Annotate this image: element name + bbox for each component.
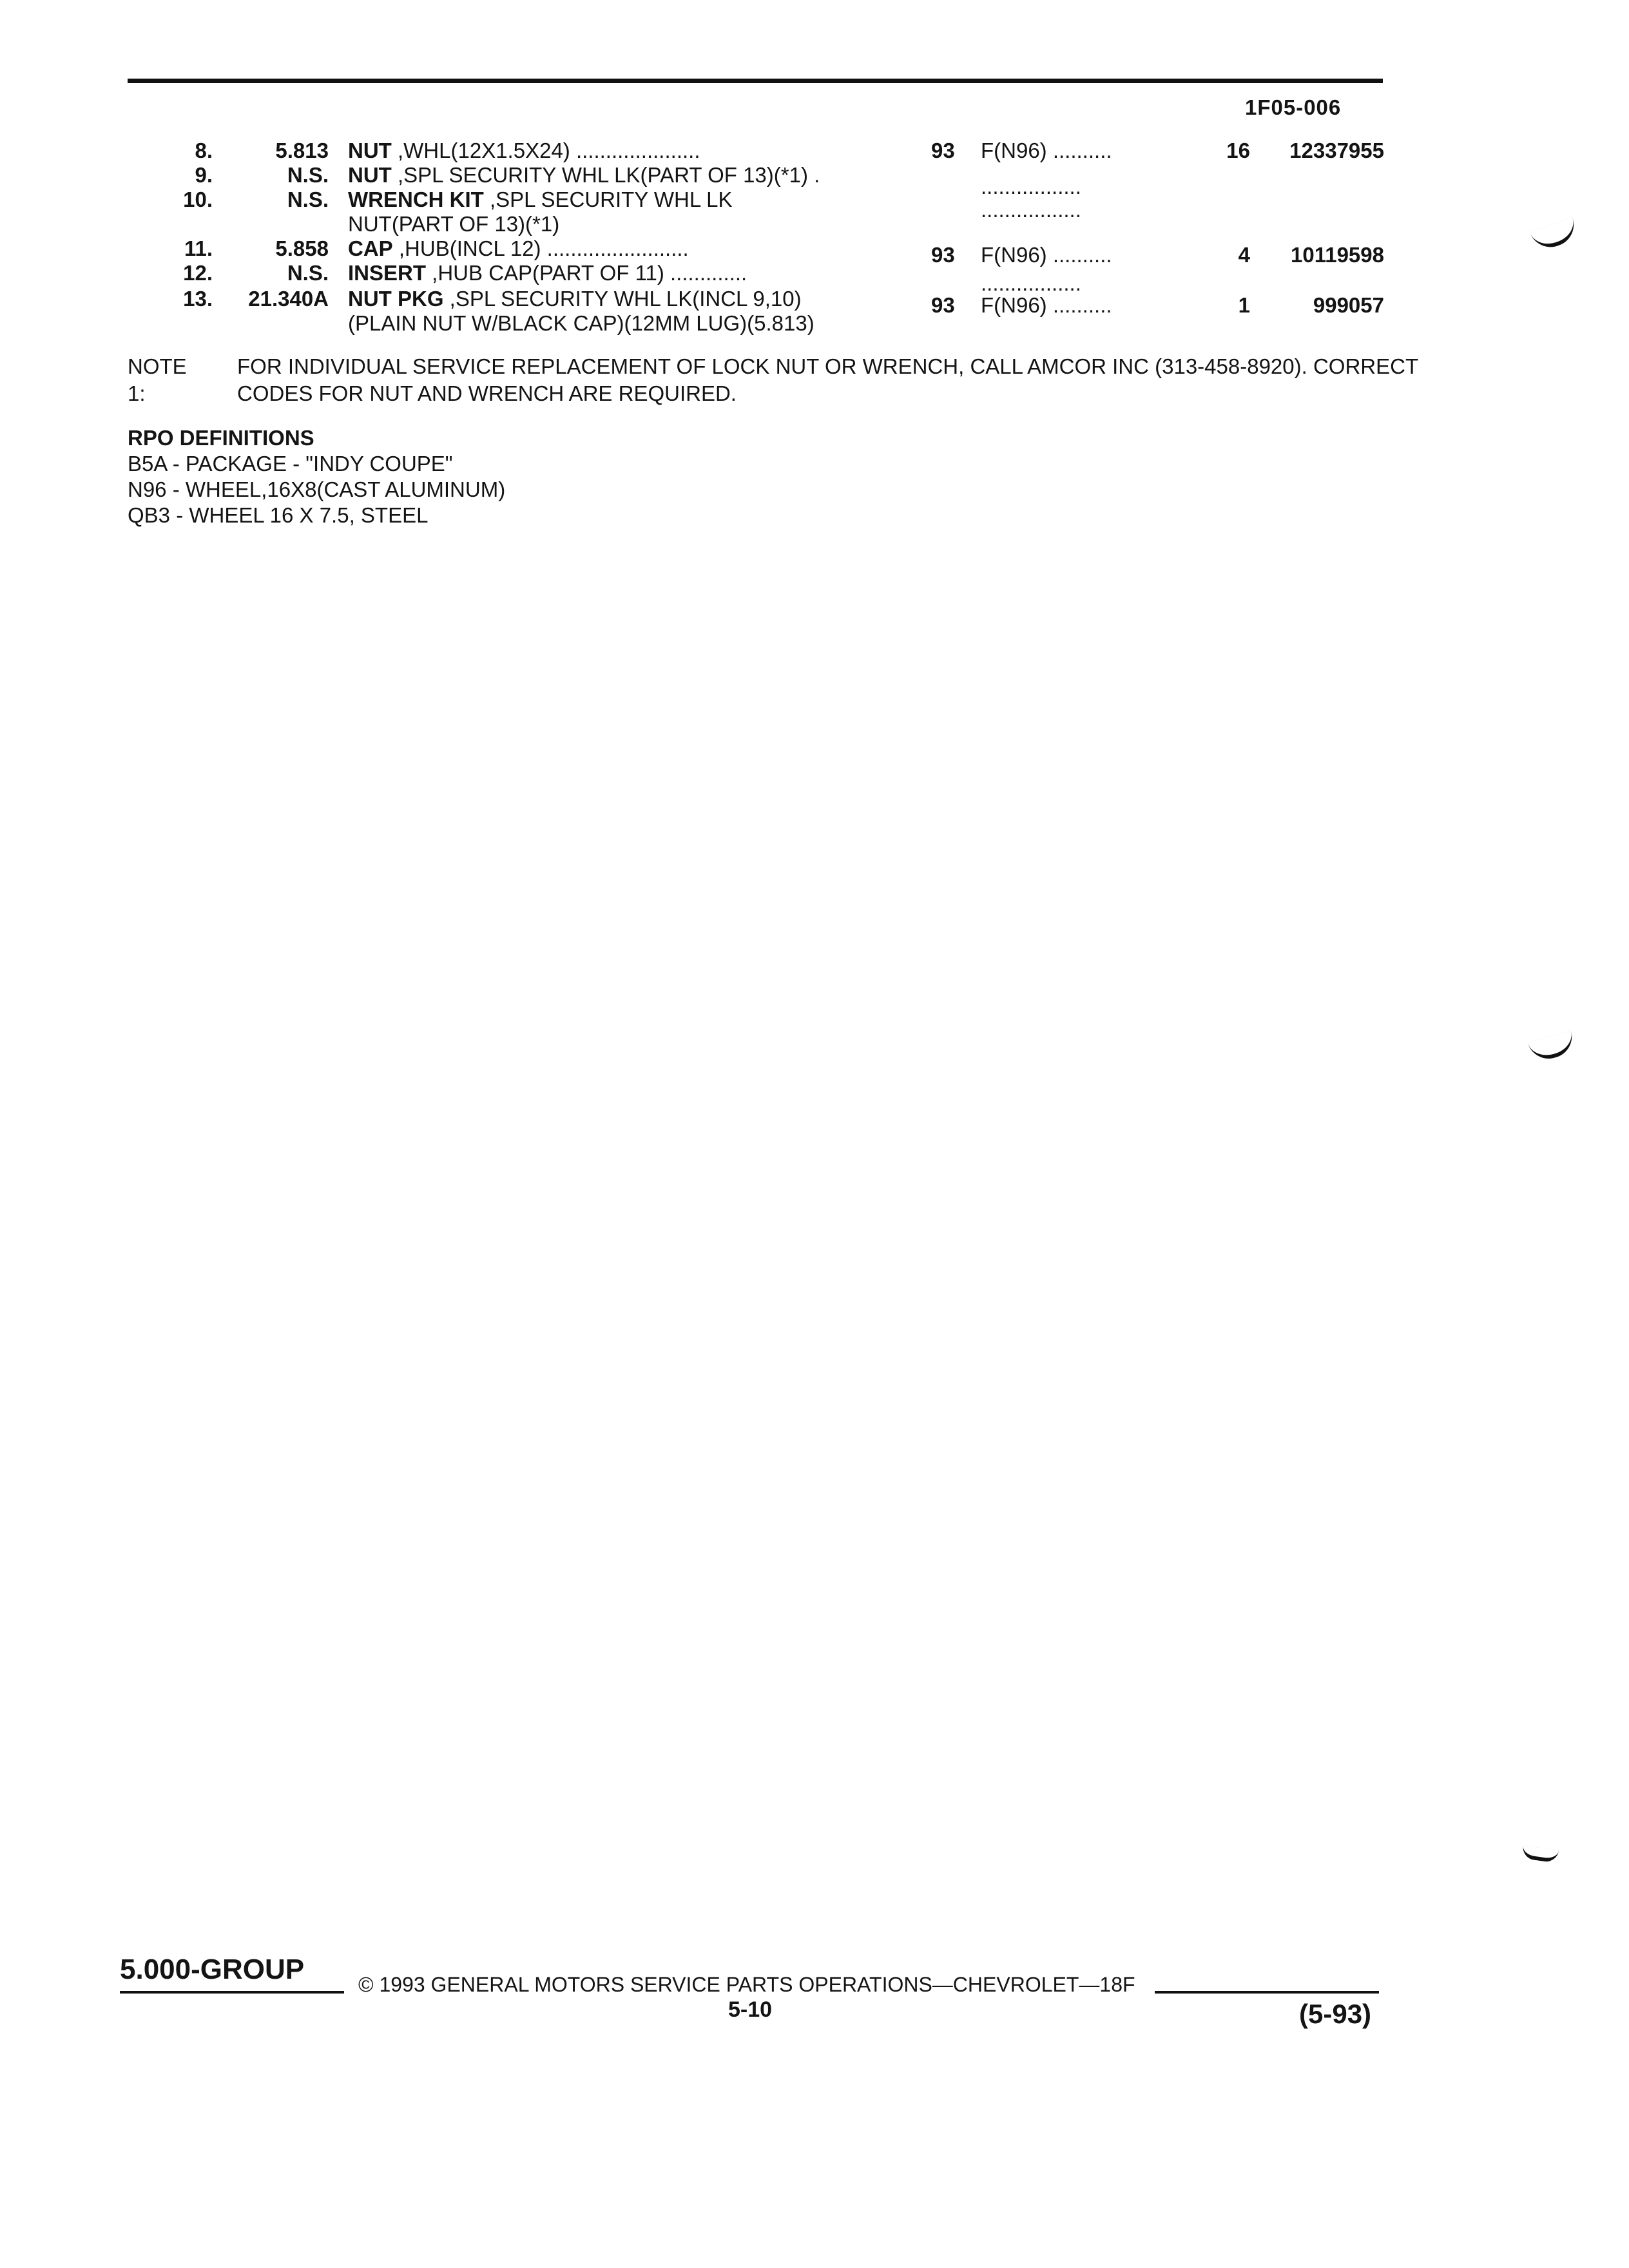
model-usage: F(N96) .......... [981, 139, 1112, 162]
group-number: 5.858 [275, 236, 329, 260]
model-usage: ................. [981, 175, 1081, 198]
part-detail: ,SPL SECURITY WHL LK(INCL 9,10) [443, 287, 802, 311]
model-year: 93 [931, 139, 955, 162]
group-number: N.S. [287, 163, 329, 187]
footer-copyright: © 1993 GENERAL MOTORS SERVICE PARTS OPERATIONS—CHEVROLET—18F [358, 1973, 1135, 1996]
item-number: 11. [184, 236, 213, 260]
part-name: NUT [348, 139, 392, 162]
model-usage: F(N96) .......... [981, 293, 1112, 317]
part-number: 999057 [1313, 293, 1384, 317]
item-number: 13. [183, 287, 213, 311]
group-number: N.S. [287, 261, 329, 285]
footer-rule [120, 1991, 344, 1994]
part-name: INSERT [348, 261, 427, 285]
footer-group: 5.000-GROUP [120, 1954, 305, 1985]
table-row [0, 187, 1629, 222]
catalog-code: 1F05-006 [1245, 95, 1342, 119]
part-detail: ,WHL(12X1.5X24) ..................... [391, 139, 700, 162]
part-name: WRENCH KIT [348, 187, 484, 211]
part-name: CAP [348, 236, 393, 260]
table-row [0, 311, 1629, 336]
part-detail: ,HUB CAP(PART OF 11) ............. [426, 261, 747, 285]
binder-mark [1521, 1845, 1559, 1863]
footer-rule [1155, 1991, 1379, 1994]
footnote-label: NOTE 1: [128, 354, 187, 405]
part-name: NUT [348, 163, 392, 187]
rpo-item: B5A - PACKAGE - "INDY COUPE" [128, 452, 453, 476]
model-usage: ................. [981, 198, 1081, 222]
part-description [348, 236, 689, 262]
quantity: 16 [1226, 139, 1250, 162]
part-description-continued: (PLAIN NUT W/BLACK CAP)(12MM LUG)(5.813) [348, 311, 815, 335]
part-description-continued: NUT(PART OF 13)(*1) [348, 212, 560, 236]
model-year: 93 [931, 243, 955, 267]
rpo-item: N96 - WHEEL,16X8(CAST ALUMINUM) [128, 477, 506, 501]
footer-date: (5-93) [1299, 1999, 1372, 2029]
table-row [0, 162, 1629, 198]
page-number: 5-10 [728, 1997, 773, 2022]
part-number: 12337955 [1289, 139, 1384, 162]
top-rule [128, 79, 1383, 83]
rpo-definitions [128, 425, 505, 528]
model-year: 93 [931, 293, 955, 317]
footnote-text: FOR INDIVIDUAL SERVICE REPLACEMENT OF LOCK NUT OR WRENCH, CALL AMCOR INC (313-458-8920). CORRECT CODES FOR NUT AND WRENCH ARE REQUIRED. [237, 354, 1418, 405]
table-row [0, 260, 1629, 295]
item-number: 10. [183, 187, 213, 211]
rpo-heading: RPO DEFINITIONS [128, 426, 314, 450]
rpo-item: QB3 - WHEEL 16 X 7.5, STEEL [128, 503, 429, 527]
part-detail: ,SPL SECURITY WHL LK [483, 187, 733, 211]
group-number: 21.340A [248, 287, 329, 311]
part-description [348, 138, 700, 164]
part-description [348, 187, 733, 213]
table-row [0, 236, 1629, 267]
quantity: 1 [1238, 293, 1250, 317]
model-usage: ................. [981, 271, 1081, 295]
group-number: 5.813 [275, 139, 329, 162]
group-number: N.S. [287, 187, 329, 211]
part-detail: ,HUB(INCL 12) ........................ [392, 236, 689, 260]
part-detail: ,SPL SECURITY WHL LK(PART OF 13)(*1) . [391, 163, 820, 187]
item-number: 9. [195, 163, 213, 187]
table-row [0, 211, 1629, 237]
part-description [348, 162, 820, 188]
part-description [348, 260, 747, 286]
table-row [0, 138, 1629, 164]
part-number: 10119598 [1290, 243, 1384, 267]
item-number: 12. [183, 261, 213, 285]
quantity: 4 [1238, 243, 1250, 267]
item-number: 8. [195, 139, 213, 162]
table-row [0, 286, 1629, 317]
part-description [348, 286, 802, 312]
model-usage: F(N96) .......... [981, 243, 1112, 267]
part-name: NUT PKG [348, 287, 444, 311]
binder-mark [1528, 1030, 1577, 1064]
